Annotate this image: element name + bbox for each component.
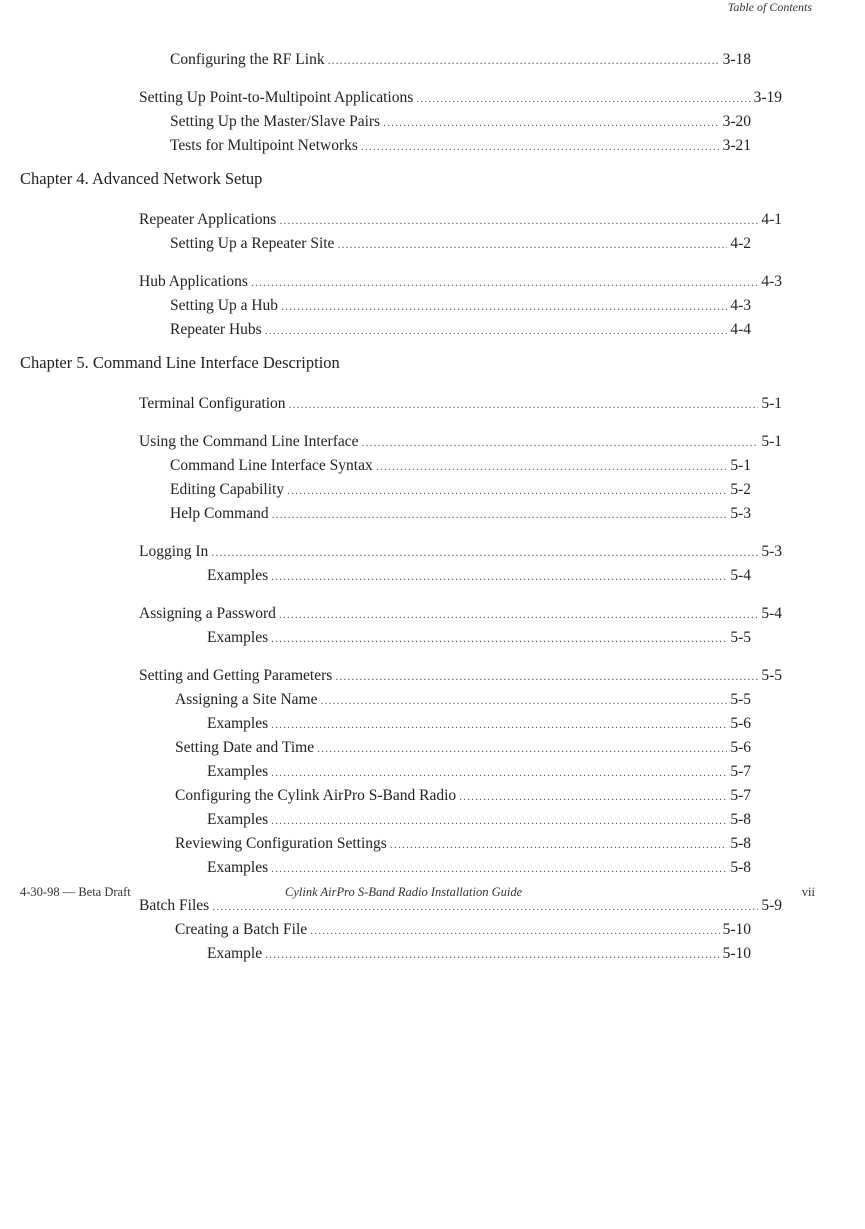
- toc-entry-label: Setting Date and Time: [175, 739, 315, 756]
- toc-entry-page: 4-3: [730, 297, 751, 314]
- dot-leader: [211, 540, 758, 564]
- dot-leader: [337, 232, 727, 256]
- toc-entry: [170, 232, 751, 256]
- toc-entry-page: 4-4: [730, 321, 751, 338]
- toc-entry: [207, 760, 751, 784]
- toc-entry-page: 5-10: [722, 945, 751, 962]
- toc-entry-page: 5-1: [730, 457, 751, 474]
- dot-leader: [361, 134, 720, 158]
- toc-entry-label: Configuring the RF Link: [170, 51, 325, 68]
- dot-leader: [279, 602, 758, 626]
- toc-entry-page: 5-5: [761, 667, 782, 684]
- dot-leader: [271, 626, 727, 650]
- dot-leader: [265, 942, 719, 966]
- toc-entry-label: Creating a Batch File: [175, 921, 308, 938]
- toc-entry-page: 5-7: [730, 763, 751, 780]
- toc-entry: [170, 48, 751, 72]
- table-of-contents: [0, 48, 865, 966]
- toc-entry-label: Hub Applications: [139, 273, 248, 290]
- toc-entry-page: 5-8: [730, 859, 751, 876]
- toc-entry: [170, 318, 751, 342]
- toc-entry-label: Batch Files: [139, 897, 210, 914]
- toc-entry-label: Configuring the Cylink AirPro S-Band Radio: [175, 787, 457, 804]
- toc-entry: [170, 134, 751, 158]
- toc-entry: [207, 564, 751, 588]
- footer-date: 4-30-98 — Beta Draft: [20, 885, 131, 899]
- toc-entry-page: 5-6: [730, 739, 751, 756]
- toc-entry-label: Repeater Applications: [139, 211, 277, 228]
- toc-entry-label: Terminal Configuration: [139, 395, 286, 412]
- toc-entry-page: 5-5: [730, 691, 751, 708]
- dot-leader: [272, 502, 728, 526]
- toc-entry-page: 5-1: [761, 395, 782, 412]
- toc-entry: [170, 454, 751, 478]
- toc-entry: [139, 430, 782, 454]
- toc-entry: [139, 86, 782, 110]
- dot-leader: [289, 392, 759, 416]
- toc-entry-label: Using the Command Line Interface: [139, 433, 359, 450]
- footer-document-title: Cylink AirPro S-Band Radio Installation Guide: [285, 885, 523, 899]
- toc-entry: [170, 110, 751, 134]
- toc-entry: [170, 478, 751, 502]
- toc-entry: [170, 294, 751, 318]
- dot-leader: [271, 564, 727, 588]
- toc-entry-label: Examples: [207, 715, 269, 732]
- toc-entry-page: 3-20: [722, 113, 751, 130]
- toc-entry-page: 3-21: [722, 137, 751, 154]
- toc-entry-label: Command Line Interface Syntax: [170, 457, 373, 474]
- chapter-heading: Chapter 5. Command Line Interface Description: [20, 353, 340, 372]
- dot-leader: [287, 478, 727, 502]
- toc-entry-page: 5-1: [761, 433, 782, 450]
- toc-entry-page: 5-6: [730, 715, 751, 732]
- toc-entry: [139, 664, 782, 688]
- toc-entry-label: Tests for Multipoint Networks: [170, 137, 358, 154]
- toc-entry-page: 5-9: [761, 897, 782, 914]
- toc-entry-page: 4-1: [761, 211, 782, 228]
- toc-entry-page: 5-5: [730, 629, 751, 646]
- dot-leader: [390, 832, 728, 856]
- dot-leader: [328, 48, 720, 72]
- toc-entry-label: Assigning a Site Name: [175, 691, 318, 708]
- toc-entry: [170, 502, 751, 526]
- toc-entry-page: 5-7: [730, 787, 751, 804]
- dot-leader: [376, 454, 728, 478]
- dot-leader: [321, 688, 728, 712]
- dot-leader: [383, 110, 719, 134]
- toc-entry-page: 5-10: [722, 921, 751, 938]
- dot-leader: [310, 918, 719, 942]
- toc-entry: [139, 540, 782, 564]
- dot-leader: [281, 294, 727, 318]
- toc-entry: [207, 856, 751, 880]
- toc-entry: [207, 626, 751, 650]
- dot-leader: [271, 856, 727, 880]
- dot-leader: [416, 86, 750, 110]
- toc-entry: [207, 712, 751, 736]
- toc-entry-page: 5-4: [730, 567, 751, 584]
- running-head: Table of Contents: [727, 0, 812, 14]
- toc-entry-label: Setting Up the Master/Slave Pairs: [170, 113, 381, 130]
- toc-entry-label: Examples: [207, 859, 269, 876]
- toc-entry-page: 3-18: [722, 51, 751, 68]
- dot-leader: [265, 318, 728, 342]
- toc-entry: [207, 942, 751, 966]
- toc-entry-label: Examples: [207, 811, 269, 828]
- toc-entry: [175, 918, 751, 942]
- dot-leader: [335, 664, 758, 688]
- toc-entry: [175, 688, 751, 712]
- toc-entry: [139, 602, 782, 626]
- toc-entry-label: Setting and Getting Parameters: [139, 667, 333, 684]
- dot-leader: [317, 736, 727, 760]
- toc-entry-label: Setting Up a Hub: [170, 297, 279, 314]
- dot-leader: [271, 712, 727, 736]
- toc-entry-page: 4-2: [730, 235, 751, 252]
- toc-entry: [139, 270, 782, 294]
- chapter-heading: Chapter 4. Advanced Network Setup: [20, 169, 263, 188]
- toc-entry-page: 5-8: [730, 835, 751, 852]
- toc-entry-label: Example: [207, 945, 263, 962]
- toc-entry: [207, 808, 751, 832]
- toc-entry-label: Examples: [207, 567, 269, 584]
- footer-page-number: vii: [801, 885, 815, 899]
- toc-entry: [175, 784, 751, 808]
- dot-leader: [279, 208, 758, 232]
- toc-entry-page: 5-3: [761, 543, 782, 560]
- toc-entry-label: Logging In: [139, 543, 209, 560]
- toc-entry-label: Setting Up Point-to-Multipoint Applications: [139, 89, 414, 106]
- toc-entry-label: Setting Up a Repeater Site: [170, 235, 335, 252]
- toc-entry-label: Repeater Hubs: [170, 321, 262, 338]
- dot-leader: [271, 808, 727, 832]
- toc-entry-label: Reviewing Configuration Settings: [175, 835, 387, 852]
- dot-leader: [251, 270, 758, 294]
- toc-entry-page: 3-19: [753, 89, 782, 106]
- toc-entry-label: Help Command: [170, 505, 269, 522]
- toc-entry: [175, 736, 751, 760]
- toc-entry-page: 4-3: [761, 273, 782, 290]
- dot-leader: [362, 430, 759, 454]
- page-footer: [20, 885, 815, 903]
- toc-entry: [139, 392, 782, 416]
- toc-entry-page: 5-8: [730, 811, 751, 828]
- toc-entry-page: 5-2: [730, 481, 751, 498]
- toc-entry-label: Examples: [207, 629, 269, 646]
- dot-leader: [459, 784, 727, 808]
- toc-entry: [175, 832, 751, 856]
- toc-entry-page: 5-3: [730, 505, 751, 522]
- toc-entry: [139, 208, 782, 232]
- toc-entry-label: Examples: [207, 763, 269, 780]
- toc-entry-label: Assigning a Password: [139, 605, 276, 622]
- toc-entry-label: Editing Capability: [170, 481, 285, 498]
- toc-entry-page: 5-4: [761, 605, 782, 622]
- dot-leader: [271, 760, 727, 784]
